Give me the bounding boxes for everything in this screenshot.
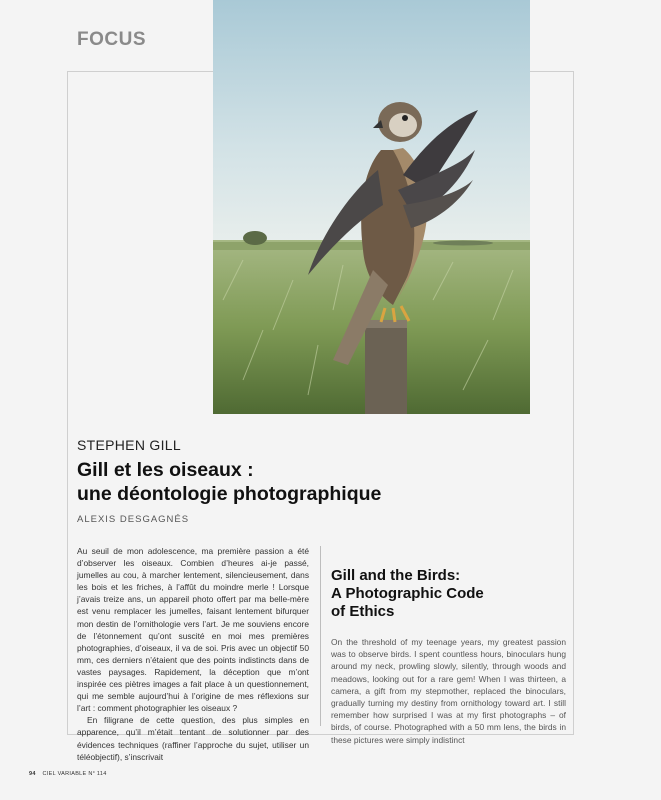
article-title-line1: Gill et les oiseaux :: [77, 459, 254, 481]
article-title-line2: une déontologie photographique: [77, 483, 382, 505]
bird-photo-illustration: [213, 0, 530, 414]
english-title-line2: A Photographic Code: [331, 585, 484, 602]
column-divider: [320, 546, 321, 726]
english-column: [331, 636, 566, 746]
english-title: [331, 567, 484, 621]
article-author: ALEXIS DESGAGNÉS: [77, 514, 190, 525]
english-paragraph: On the threshold of my teenage years, my greatest passion was to observe birds. I spent countless hours, binoculars hung around my neck, prowling slowly, silently, through woods and meadows, looking out for a rare gem! When I was thirteen, a camera, a gift from my stepmother, replaced the binoculars, gradually turning my destiny from ornithology toward art. I still remember how surprised I was at my first photographs – of birds, of course. Photographed with a 50 mm lens, the birds in these pictures were simply indistinct: [331, 637, 566, 745]
french-column: [77, 545, 309, 763]
english-title-line1: Gill and the Birds:: [331, 567, 461, 584]
article-title: [77, 458, 381, 506]
french-paragraph: En filigrane de cette question, des plus simples en apparence, qu’il m’était tentant de solutionner par des évidences techniques (raffiner l’approche du sujet, utiliser un téléobjectif), s’inscrivait: [77, 715, 309, 762]
page-footer: [29, 771, 107, 777]
magazine-name: CIEL VARIABLE N° 114: [42, 771, 107, 777]
french-paragraph: Au seuil de mon adolescence, ma première passion a été d’observer les oiseaux. Combien d’heures ai-je passé, jumelles au cou, à marcher lentement, silencieusement, dans les bois et les friches, à l’affût du moindre merle ! Lorsque j’avais treize ans, un appareil photo offert par ma belle-mère est venu remplacer les jumelles, faisant lentement bifurquer mon destin de l’ornithologie vers l’art. Je me souviens encore de l’étonnement qu’ont suscité en moi mes premières photographies, d’oiseaux, il va de soi. Pris avec un objectif 50 mm, ces derniers n’étaient que des points indistincts dans de vastes paysages. Rapidement, la déception que m’ont inspirée ces piètres images a fait place à un questionnement, qui me semble aujourd’hui à l’origine de mes réflexions sur l’art : comment photographier les oiseaux ?: [77, 546, 309, 714]
article-kicker: STEPHEN GILL: [77, 437, 181, 453]
bird-photo: [213, 0, 530, 414]
section-tag: FOCUS: [77, 29, 146, 50]
page-number: 94: [29, 771, 36, 777]
english-title-line3: of Ethics: [331, 603, 395, 620]
